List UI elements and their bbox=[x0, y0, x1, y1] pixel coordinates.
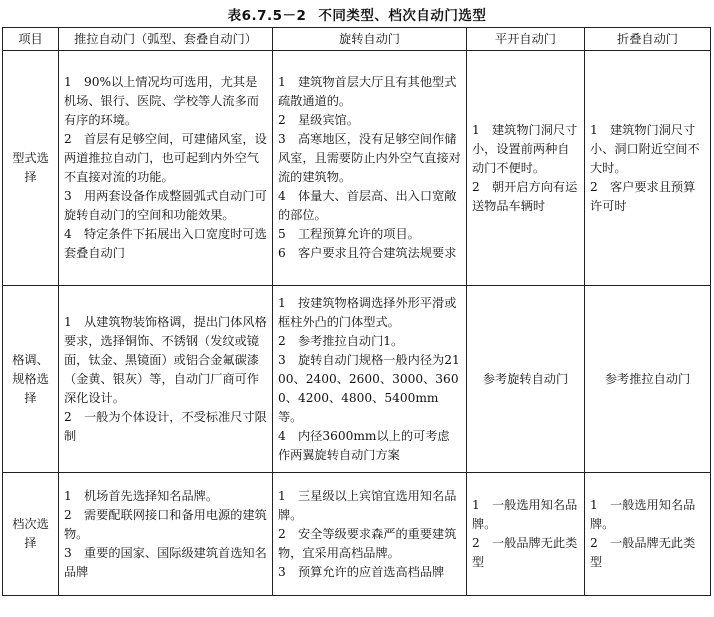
list-item: 3 重要的国家、国际级建筑首选知名品牌 bbox=[64, 545, 267, 579]
header-sliding-door: 推拉自动门（弧型、套叠自动门） bbox=[59, 28, 273, 51]
list-item: 2 一般品牌无此类型 bbox=[590, 536, 696, 569]
table-row-style-spec bbox=[3, 286, 711, 473]
row-label: 格调、规格选择 bbox=[3, 286, 59, 473]
header-swing-door: 平开自动门 bbox=[467, 28, 585, 51]
cell-folding bbox=[585, 473, 711, 596]
list-item: 1 一般选用知名品牌。 bbox=[472, 498, 578, 531]
row-label: 档次选择 bbox=[3, 473, 59, 596]
cell-sliding bbox=[59, 286, 273, 473]
cell-swing bbox=[467, 51, 585, 286]
cell-swing bbox=[467, 473, 585, 596]
list-item: 6 客户要求且符合建筑法规要求 bbox=[278, 246, 457, 260]
list-item: 1 建筑物首层大厅且有其他型式疏散通道的。 bbox=[278, 75, 457, 108]
list-item: 2 参考推拉自动门1。 bbox=[278, 333, 404, 348]
table-title: 不同类型、档次自动门选型 bbox=[318, 8, 487, 24]
row-label: 型式选择 bbox=[3, 51, 59, 286]
list-item: 2 一般为个体设计，不受标准尺寸限制 bbox=[64, 409, 267, 443]
cell-folding: 参考推拉自动门 bbox=[585, 286, 711, 473]
cell-sliding bbox=[59, 473, 273, 596]
list-item: 3 用两套设备作成整圆弧式自动门可旋转自动门的空间和功能效果。 bbox=[64, 189, 267, 222]
table-caption bbox=[0, 4, 714, 24]
cell-folding bbox=[585, 51, 711, 286]
list-item: 1 三星级以上宾馆宜选用知名品牌。 bbox=[278, 488, 457, 522]
door-selection-table bbox=[2, 27, 711, 596]
list-item: 4 体量大、首层高、出入口宽敞的部位。 bbox=[278, 189, 457, 222]
list-item: 4 内径3600mm以上的可考虑作两翼旋转自动门方案 bbox=[278, 428, 450, 462]
list-item: 3 高寒地区，没有足够空间作储风室，且需要防止内外空气直接对流的建筑物。 bbox=[278, 132, 461, 184]
list-item: 2 安全等级要求森严的重要建筑物，宜采用高档品牌。 bbox=[278, 526, 457, 560]
table-row-grade-selection bbox=[3, 473, 711, 596]
list-item: 2 朝开启方向有运送物品车辆时 bbox=[472, 179, 578, 213]
list-item: 1 建筑物门洞尺寸小、洞口附近空间不大时。 bbox=[590, 122, 700, 175]
list-item: 5 工程预算允许的项目。 bbox=[278, 227, 420, 241]
header-row bbox=[3, 28, 711, 51]
list-item: 1 建筑物门洞尺寸小，设置前两种自动门不便时。 bbox=[472, 122, 578, 175]
list-item: 1 90%以上情况均可选用，尤其是机场、银行、医院、学校等人流多而有序的环境。 bbox=[64, 75, 259, 127]
list-item: 1 按建筑物格调选择外形平滑或框柱外凸的门体型式。 bbox=[278, 295, 457, 329]
list-item: 3 旋转自动门规格一般内径为2100、2400、2600、3000、3600、4200、4800、5400mm等。 bbox=[278, 352, 460, 424]
header-item: 项目 bbox=[3, 28, 59, 51]
list-item: 4 特定条件下拓展出入口宽度时可选套叠自动门 bbox=[64, 227, 267, 260]
cell-revolving bbox=[273, 473, 467, 596]
list-item: 2 需要配联网接口和备用电源的建筑物。 bbox=[64, 507, 267, 541]
header-folding-door: 折叠自动门 bbox=[585, 28, 711, 51]
list-item: 1 机场首先选择知名品牌。 bbox=[64, 488, 219, 503]
cell-sliding bbox=[59, 51, 273, 286]
list-item: 2 首层有足够空间，可建储风室，设两道推拉自动门，也可起到内外空气不直接对流的功能。 bbox=[64, 132, 267, 184]
list-item: 2 一般品牌无此类型 bbox=[472, 536, 578, 569]
list-item: 3 预算允许的应首选高档品牌 bbox=[278, 564, 445, 579]
list-item: 2 客户要求且预算许可时 bbox=[590, 179, 696, 213]
table-row-type-selection bbox=[3, 51, 711, 286]
table-number: 表6.7.5－2 bbox=[227, 8, 307, 24]
list-item: 1 从建筑物装饰格调，提出门体风格要求，选择铜饰、不锈钢（发纹或镜面，钛金、黑镜面）或铝合金氟碳漆（金黄、银灰）等，自动门厂商可作深化设计。 bbox=[64, 314, 267, 405]
header-revolving-door: 旋转自动门 bbox=[273, 28, 467, 51]
cell-revolving bbox=[273, 286, 467, 473]
list-item: 1 一般选用知名品牌。 bbox=[590, 498, 696, 531]
cell-swing: 参考旋转自动门 bbox=[467, 286, 585, 473]
list-item: 2 星级宾馆。 bbox=[278, 113, 359, 127]
cell-revolving bbox=[273, 51, 467, 286]
